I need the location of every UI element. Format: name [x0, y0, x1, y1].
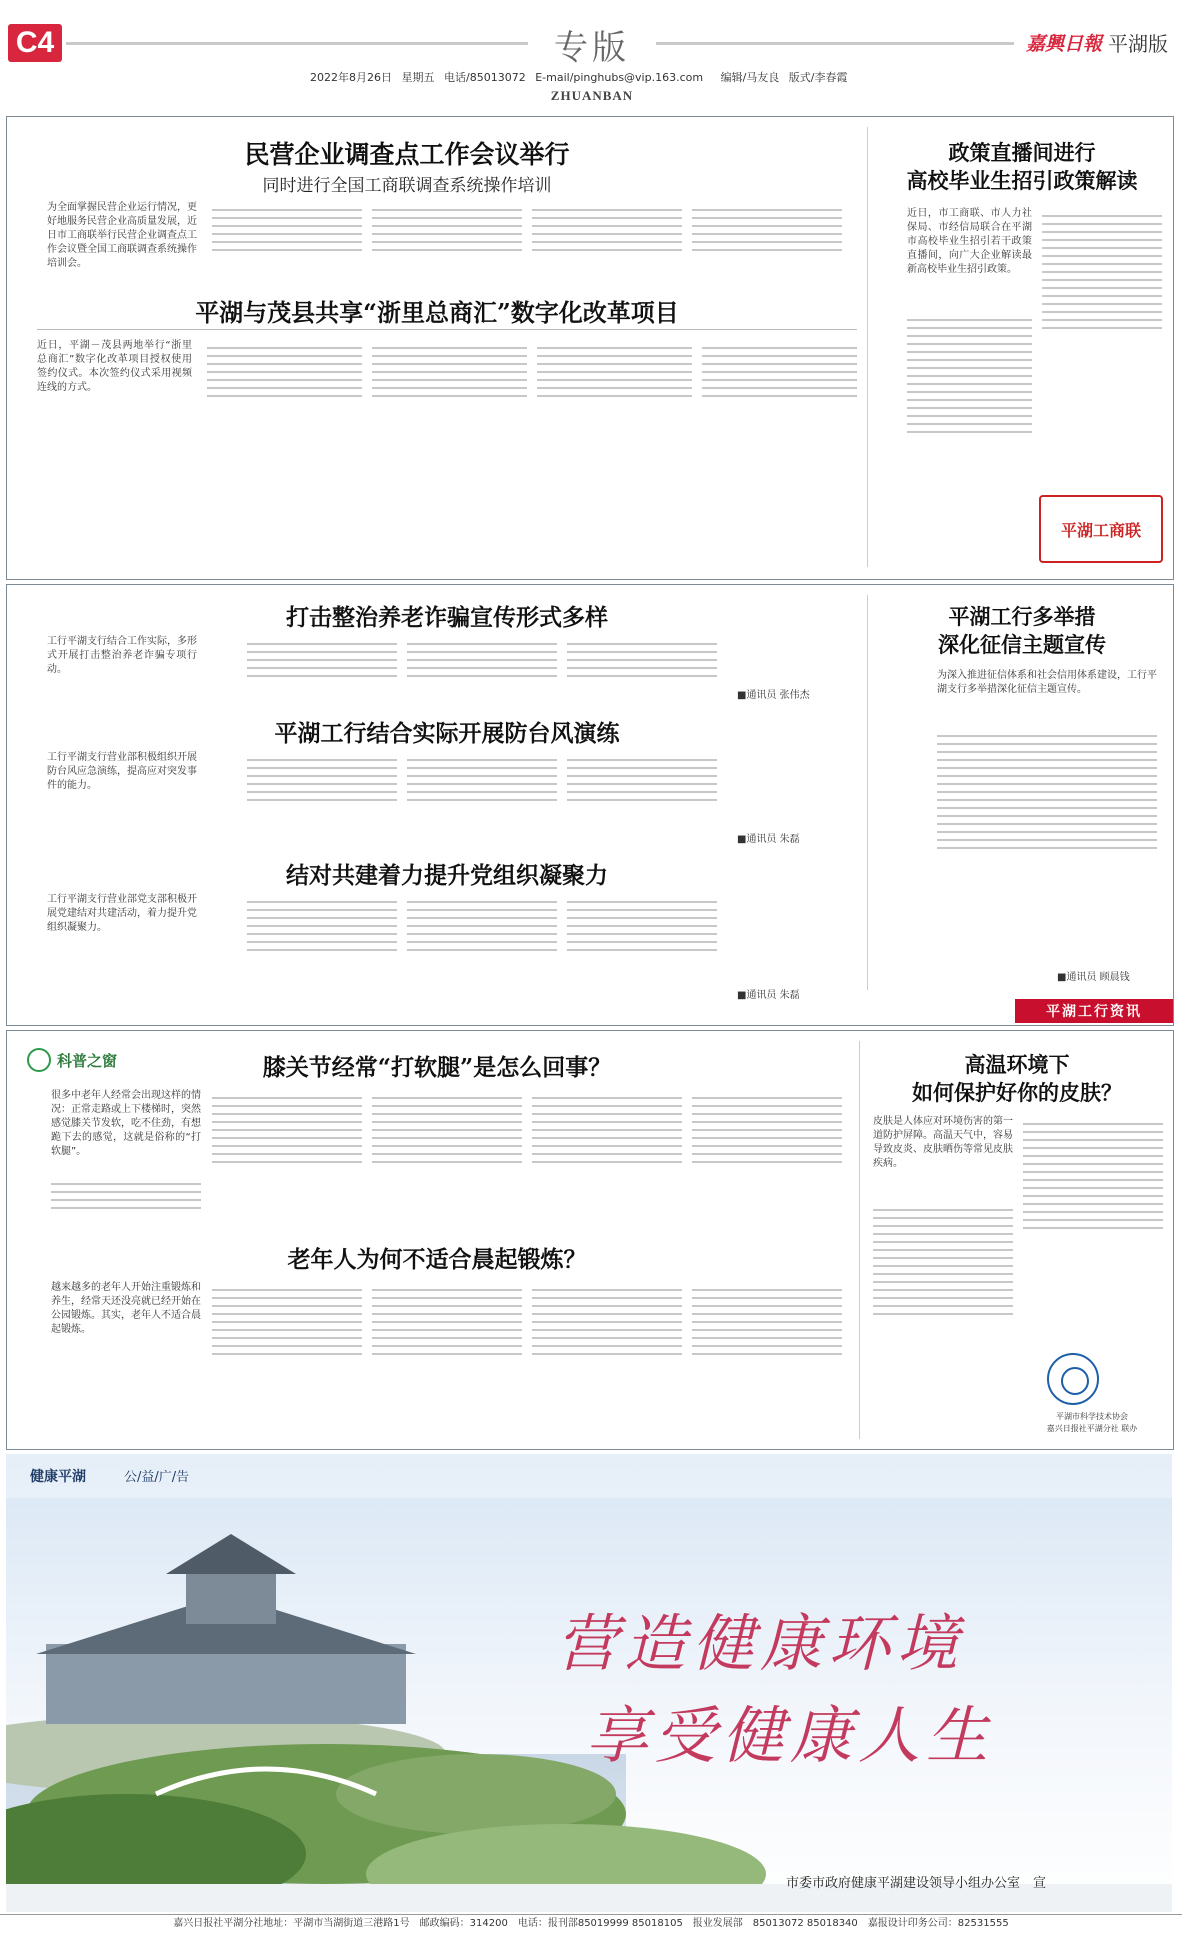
- sci-article1-lead: 很多中老年人经常会出现这样的情况：正常走路或上下楼梯时，突然感觉膝关节发软，吃不住劲，有想跪下去的感觉，这就是俗称的“打软腿”。: [51, 1090, 201, 1157]
- header-meta: [310, 69, 870, 85]
- science-column-label: 科普之窗: [57, 1051, 118, 1070]
- issue-date: 2022年8月26日: [310, 71, 392, 84]
- article2-lead: 近日，平湖－茂县两地举行“浙里总商汇”数字化改革项目授权使用签约仪式。本次签约仪式采用视频连线的方式。: [37, 340, 192, 393]
- sci-article2-body-col5: [692, 1283, 842, 1433]
- side-article-lead: 近日，市工商联、市人力社保局、市经信局联合在平湖市高校毕业生招引若干政策直播间，向广大企业解读最新高校毕业生招引政策。: [907, 208, 1032, 275]
- article2-body-col3: [372, 341, 527, 451]
- mid-article2-body-col4: [567, 753, 717, 849]
- page-code-badge: [8, 24, 62, 62]
- sci-article1-body-col5: [692, 1091, 842, 1233]
- mid-article3-title: 结对共建着力提升党组织凝聚力: [286, 862, 608, 889]
- section-pinyin: ZHUANBAN: [550, 88, 634, 103]
- ad-tag: 公/益/广/告: [124, 1470, 190, 1485]
- article1-lead: 为全面掌握民营企业运行情况，更好地服务民营企业高质量发展，近日市工商联举行民营企业调查点工作会议暨全国工商联调查系统操作培训会。: [47, 202, 197, 269]
- science-association-seal-icon: [1047, 1353, 1099, 1405]
- mid-side-title-line2: 深化征信主题宣传: [938, 632, 1106, 657]
- article2-body-col2: [207, 341, 362, 451]
- mid-article2-title: 平湖工行结合实际开展防台风演练: [274, 720, 620, 747]
- column-tag: [1015, 999, 1173, 1023]
- page-footer: [0, 1914, 1182, 1934]
- mid-side-body: [937, 729, 1157, 969]
- footer-text: 嘉兴日报社平湖分社地址：平湖市当湖街道三港路1号 邮政编码：314200 电话：报刊部85019999 85018105 报业发展部 85013072 85018340 嘉报设计印务公司：82531555: [173, 1918, 1009, 1929]
- article1-body-col5: [692, 203, 842, 287]
- mid-article3-body-col4: [567, 895, 717, 1005]
- mid-side-divider: [867, 595, 868, 990]
- mid-article2-byline: ■通讯员 朱磊: [737, 834, 800, 845]
- sci-side-title-line1: 高温环境下: [964, 1052, 1070, 1077]
- mid-side-title-line1: 平湖工行多举措: [948, 604, 1096, 629]
- ad-slogan-line1: 营造健康环境: [556, 1607, 965, 1680]
- side-article-body-col1: [907, 313, 1032, 553]
- edition-label: 平湖版: [1108, 32, 1168, 56]
- header-line-right: [656, 42, 1014, 45]
- issue-weekday: 星期五: [401, 71, 435, 84]
- mid-side-lead: 为深入推进征信体系和社会信用体系建设，工行平湖支行多举措深化征信主题宣传。: [937, 670, 1157, 695]
- mid-article1-lead: 工行平湖支行结合工作实际，多形式开展打击整治养老诈骗专项行动。: [47, 636, 197, 675]
- sci-article2-title: 老年人为何不适合晨起锻炼？: [287, 1246, 587, 1273]
- article2-title: 平湖与茂县共享“浙里总商汇”数字化改革项目: [195, 298, 679, 327]
- sci-article1-title: 膝关节经常“打软腿”是怎么回事？: [262, 1054, 612, 1081]
- sci-article1-body-col1b: [51, 1177, 201, 1233]
- mid-article3-body-col3: [407, 895, 557, 1005]
- side-article-body-col2: [1042, 209, 1162, 451]
- side-article-title-line1: 政策直播间进行: [948, 140, 1096, 165]
- ad-sponsor: 市委市政府健康平湖建设领导小组办公室 宣: [786, 1876, 1047, 1891]
- ad-header-label: 健康平湖: [30, 1469, 86, 1485]
- chamber-stamp-text: 平湖工商联: [1060, 520, 1141, 540]
- mid-article1-body-col2: [247, 637, 397, 705]
- sci-article1-body-col2: [212, 1091, 362, 1233]
- seal-caption-line1: 平湖市科学技术协会: [1056, 1412, 1128, 1421]
- chamber-of-commerce-panel: [6, 116, 1174, 580]
- mid-article2-lead: 工行平湖支行营业部积极组织开展防台风应急演练，提高应对突发事件的能力。: [47, 752, 197, 791]
- mid-article2-body-col3: [407, 753, 557, 849]
- top-side-divider: [867, 127, 868, 567]
- article1-body-col3: [372, 203, 522, 287]
- page-header: [0, 0, 1182, 108]
- sci-side-lead: 皮肤是人体应对环境伤害的第一道防护屏障。高温天气中，容易导致皮炎、皮肤晒伤等常见皮肤疾病。: [873, 1116, 1013, 1169]
- mid-article1-body-col3: [407, 637, 557, 705]
- article1-title: 民营企业调查点工作会议举行: [244, 140, 570, 169]
- column-tag-label: 平湖工行资讯: [1046, 1004, 1142, 1020]
- paper-logo: 嘉興日報: [1026, 33, 1103, 55]
- mid-article3-lead: 工行平湖支行营业部党支部积极开展党建结对共建活动，着力提升党组织凝聚力。: [47, 894, 197, 933]
- article2-body-col4: [537, 341, 692, 451]
- sci-article2-body-col3: [372, 1283, 522, 1433]
- sci-article2-lead: 越来越多的老年人开始注重锻炼和养生，经常天还没亮就已经开始在公园锻炼。其实，老年人不适合晨起锻炼。: [51, 1282, 201, 1335]
- header-email: E-mail/pinghubs@vip.163.com: [535, 71, 704, 84]
- sci-article2-body-col2: [212, 1283, 362, 1433]
- side-article-title-line2: 高校毕业生招引政策解读: [906, 168, 1138, 193]
- mid-article1-byline: ■通讯员 张伟杰: [737, 690, 810, 701]
- mid-article3-byline: ■通讯员 朱磊: [737, 990, 800, 1001]
- chamber-stamp: [1039, 495, 1163, 563]
- sci-side-body-col1: [873, 1203, 1013, 1433]
- article2-body-col5: [702, 341, 857, 451]
- ad-landscape-illustration: [6, 1454, 1172, 1912]
- atom-icon: [27, 1048, 51, 1072]
- public-service-ad: [6, 1454, 1172, 1912]
- bank-news-panel: [6, 584, 1174, 1026]
- header-editor: 编辑/马友良: [720, 71, 780, 84]
- page-code: C4: [15, 26, 55, 59]
- header-line-left: [66, 42, 528, 45]
- sci-article2-body-col4: [532, 1283, 682, 1433]
- science-panel: [6, 1030, 1174, 1450]
- sci-article1-body-col4: [532, 1091, 682, 1233]
- article1-body-col2: [212, 203, 362, 287]
- sci-side-title-line2: 如何保护好你的皮肤？: [912, 1080, 1122, 1105]
- seal-caption-line2: 嘉兴日报社平湖分社 联办: [1046, 1424, 1138, 1433]
- mid-side-byline: ■通讯员 顾晨钱: [1057, 972, 1130, 983]
- article2-title-rule: [37, 329, 857, 330]
- mid-article2-body-col2: [247, 753, 397, 849]
- header-phone: 电话/85013072: [444, 71, 526, 84]
- article1-body-col4: [532, 203, 682, 287]
- mid-article1-title: 打击整治养老诈骗宣传形式多样: [286, 604, 608, 631]
- mid-article3-body-col2: [247, 895, 397, 1005]
- header-designer: 版式/李春霞: [788, 71, 848, 84]
- ad-slogan-line2: 享受健康人生: [586, 1699, 995, 1772]
- section-title: 专版: [554, 28, 630, 68]
- sci-side-body-col2: [1023, 1117, 1163, 1345]
- sci-side-divider: [859, 1041, 860, 1439]
- sci-article1-body-col3: [372, 1091, 522, 1233]
- mid-article1-body-col4: [567, 637, 717, 705]
- article1-subtitle: 同时进行全国工商联调查系统操作培训: [262, 176, 552, 196]
